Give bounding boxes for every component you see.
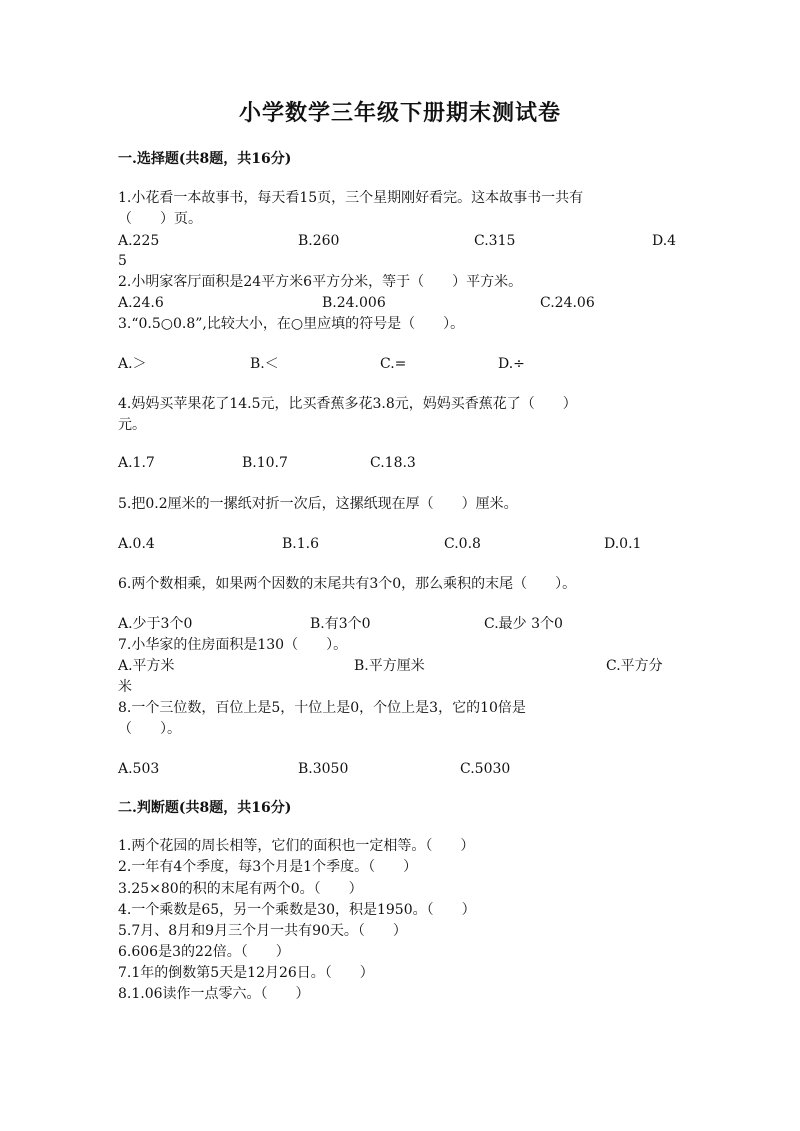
question-1-option-d-wrap: 5 [118,253,127,269]
judgement-item-5: 5.7月、8月和9月三个月一共有90天。（ ） [118,923,407,939]
question-8-text: 8.一个三位数，百位上是5，十位上是0，个位上是3，它的10倍是 [118,700,526,716]
question-4-option-c: C.18.3 [370,455,416,471]
question-3-option-a: A.＞ [118,356,147,372]
question-5-option-d: D.0.1 [604,536,642,552]
question-3-text: 3.“0.5○0.8”,比较大小，在○里应填的符号是（ ）。 [118,316,465,332]
question-6-option-c: C.最少 3个0 [484,616,563,632]
judgement-item-3: 3.25×80的积的末尾有两个0。（ ） [118,881,363,897]
question-7-option-c: C.平方分 [606,658,663,674]
question-2-option-c: C.24.06 [540,295,595,311]
question-2-option-b: B.24.006 [322,295,386,311]
question-6-option-a: A.少于3个0 [118,616,193,632]
section-header-true-false: 二.判断题(共8题，共16分) [118,800,292,816]
section-header-multiple-choice: 一.选择题(共8题，共16分) [118,151,292,167]
page-title: 小学数学三年级下册期末测试卷 [238,100,561,126]
question-1-text: 1.小花看一本故事书，每天看15页，三个星期刚好看完。这本故事书一共有 [118,190,584,206]
question-4-text: 4.妈妈买苹果花了14.5元，比买香蕉多花3.8元，妈妈买香蕉花了（ ） [118,396,577,412]
question-1-option-c: C.315 [474,233,516,249]
question-8-option-c: C.5030 [460,761,511,777]
question-1-text-cont: （ ）页。 [118,211,202,227]
question-5-option-a: A.0.4 [118,536,155,552]
question-6-option-b: B.有3个0 [310,616,371,632]
question-7-option-a: A.平方米 [118,658,175,674]
question-3-option-b: B.＜ [250,356,279,372]
question-5-option-b: B.1.6 [282,536,320,552]
judgement-item-6: 6.606是3的22倍。（ ） [118,944,290,960]
question-3-option-c: C.= [380,356,407,372]
question-8-option-b: B.3050 [298,761,349,777]
question-1-option-d: D.4 [652,233,677,249]
question-7-option-c-wrap: 米 [118,679,132,695]
judgement-item-7: 7.1年的倒数第5天是12月26日。（ ） [118,965,374,981]
question-8-option-a: A.503 [118,761,160,777]
question-5-option-c: C.0.8 [444,536,481,552]
judgement-item-4: 4.一个乘数是65，另一个乘数是30，积是1950。（ ） [118,902,476,918]
question-6-text: 6.两个数相乘，如果两个因数的末尾共有3个0，那么乘积的末尾（ ）。 [118,576,577,592]
question-8-text-cont: （ ）。 [118,721,181,737]
question-5-text: 5.把0.2厘米的一摞纸对折一次后，这摞纸现在厚（ ）厘米。 [118,496,518,512]
judgement-item-2: 2.一年有4个季度，每3个月是1个季度。（ ） [118,859,418,875]
question-4-option-a: A.1.7 [118,455,155,471]
question-7-option-b: B.平方厘米 [354,658,425,674]
judgement-item-1: 1.两个花园的周长相等，它们的面积也一定相等。（ ） [118,838,475,854]
question-1-option-a: A.225 [118,233,160,249]
question-4-text-cont: 元。 [118,417,146,433]
question-7-text: 7.小华家的住房面积是130（ ）。 [118,637,348,653]
question-3-option-d: D.÷ [498,356,525,372]
question-1-option-b: B.260 [298,233,340,249]
question-4-option-b: B.10.7 [242,455,288,471]
judgement-item-8: 8.1.06读作一点零六。（ ） [118,986,310,1002]
question-2-option-a: A.24.6 [118,295,164,311]
question-2-text: 2.小明家客厅面积是24平方米6平方分米，等于（ ）平方米。 [118,274,523,290]
